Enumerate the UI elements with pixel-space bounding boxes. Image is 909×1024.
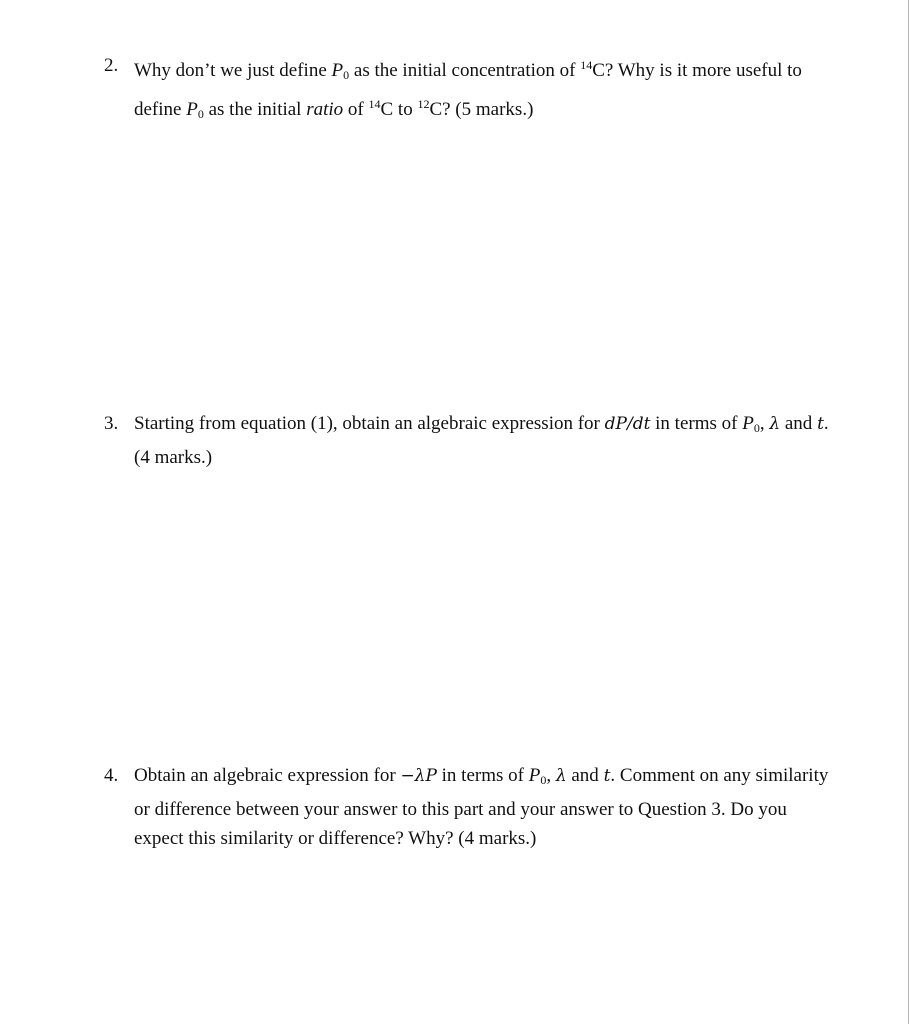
question-2: [104, 51, 834, 129]
question-text: Why don’t we just define $P_0$ as the initial concentration of $^{14}$C? Why is it more useful to define $P_0$ as the initial ratio of $^{14}$C to $^{12}$C? (5 marks.): [134, 58, 802, 121]
question-number: 4.: [104, 765, 119, 786]
question-text: Obtain an algebraic expression for −λP in terms of $P_0$, λ and t. Comment on any similarity or difference between your answer to this part and your answer to Question 3. Do you expect this similarity or difference? Why? (4 marks.): [134, 765, 829, 849]
question-3: [104, 409, 834, 472]
question-text: Starting from equation (1), obtain an algebraic expression for dP/dt in terms of $P_0$, λ and t. (4 marks.): [134, 413, 829, 468]
question-number: 3.: [104, 413, 119, 434]
question-4: [104, 761, 834, 853]
question-number: 2.: [104, 55, 119, 76]
